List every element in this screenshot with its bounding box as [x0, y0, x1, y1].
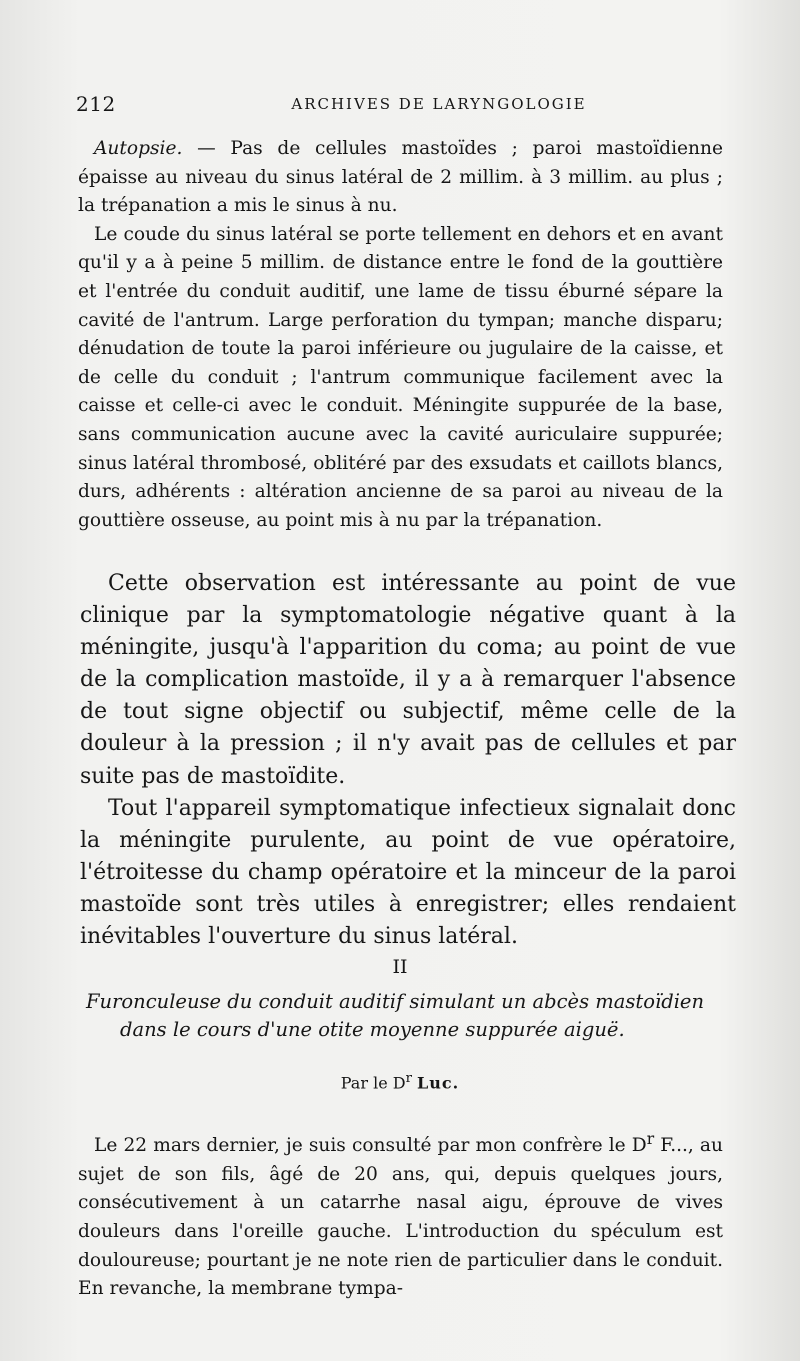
- autopsy-paragraph-2: Le coude du sinus latéral se porte tellement en dehors et en avant qu'il y a à peine 5 millim. de distance entre le fond de la gouttière et l'entrée du conduit auditif, une lame de tissu éburné sépare la cavité de l'antrum. Large perforation du tympan; manche disparu; dénudation de toute la paroi inférieure ou jugulaire de la caisse, et de celle du conduit ; l'antrum communique facilement avec la caisse et celle-ci avec le conduit. Méningite suppurée de la base, sans communication aucune avec la cavité auriculaire suppurée; sinus latéral thrombosé, oblitéré par des exsudats et caillots blancs, durs, adhérents : altération ancienne de sa paroi au niveau de la gouttière osseuse, au point mis à nu par la trépanation.: [78, 223, 723, 531]
- discussion-paragraph-1: Cette observation est intéressante au point de vue clinique par la symptomatologie négative quant à la méningite, jusqu'à l'apparition du coma; au point de vue de la complication mastoïde, il y a à remarquer l'absence de tout signe objectif ou subjectif, même celle de la douleur à la pression ; il n'y avait pas de cellules et par suite pas de mastoïdite.: [80, 571, 736, 789]
- case-superscript: r: [646, 1130, 655, 1148]
- section-title-line-2: dans le cours d'une otite moyenne suppurée aiguë.: [120, 1018, 625, 1041]
- discussion-paragraph-2: Tout l'appareil symptomatique infectieux signalait donc la méningite purulente, au point de vue opératoire, l'étroitesse du champ opératoire et la minceur de la paroi mastoïde sont très utiles à enregistrer; elles rendaient inévitables l'ouverture du sinus latéral.: [80, 795, 736, 950]
- case-text-rest: F..., au sujet de son fils, âgé de 20 ans, qui, depuis quelques jours, consécutivement à un catarrhe nasal aigu, éprouve de vives douleurs dans l'oreille gauche. L'introduction du spéculum est douloureuse; pourtant je ne note rien de particulier dans le conduit. En revanche, la membrane tympa-: [78, 1135, 723, 1300]
- autopsy-section: [78, 135, 723, 535]
- case-text: Le 22 mars dernier, je suis consulté par mon confrère le D: [94, 1135, 647, 1157]
- case-section: [78, 1125, 723, 1304]
- section-title: [86, 988, 738, 1044]
- author-name: Luc.: [417, 1073, 460, 1093]
- page-header: [76, 92, 712, 118]
- author-line: [0, 1071, 800, 1092]
- case-paragraph: [78, 1125, 723, 1304]
- section-number: II: [392, 956, 408, 978]
- discussion-section: [80, 568, 736, 953]
- author-superscript: r: [405, 1071, 412, 1086]
- page-number: 212: [76, 92, 116, 116]
- author-prefix: Par le D: [340, 1073, 406, 1093]
- autopsy-text-1: — Pas de cellules mastoïdes ; paroi mastoïdienne épaisse au niveau du sinus latéral de 2 millim. à 3 millim. au plus ; la trépanation a mis le sinus à nu.: [78, 138, 723, 217]
- section-title-line-1: Furonculeuse du conduit auditif simulant un abcès mastoïdien: [86, 990, 705, 1013]
- autopsy-paragraph-1: [78, 135, 723, 221]
- autopsy-label: Autopsie.: [94, 138, 183, 159]
- running-title: ARCHIVES DE LARYNGOLOGIE: [291, 95, 587, 113]
